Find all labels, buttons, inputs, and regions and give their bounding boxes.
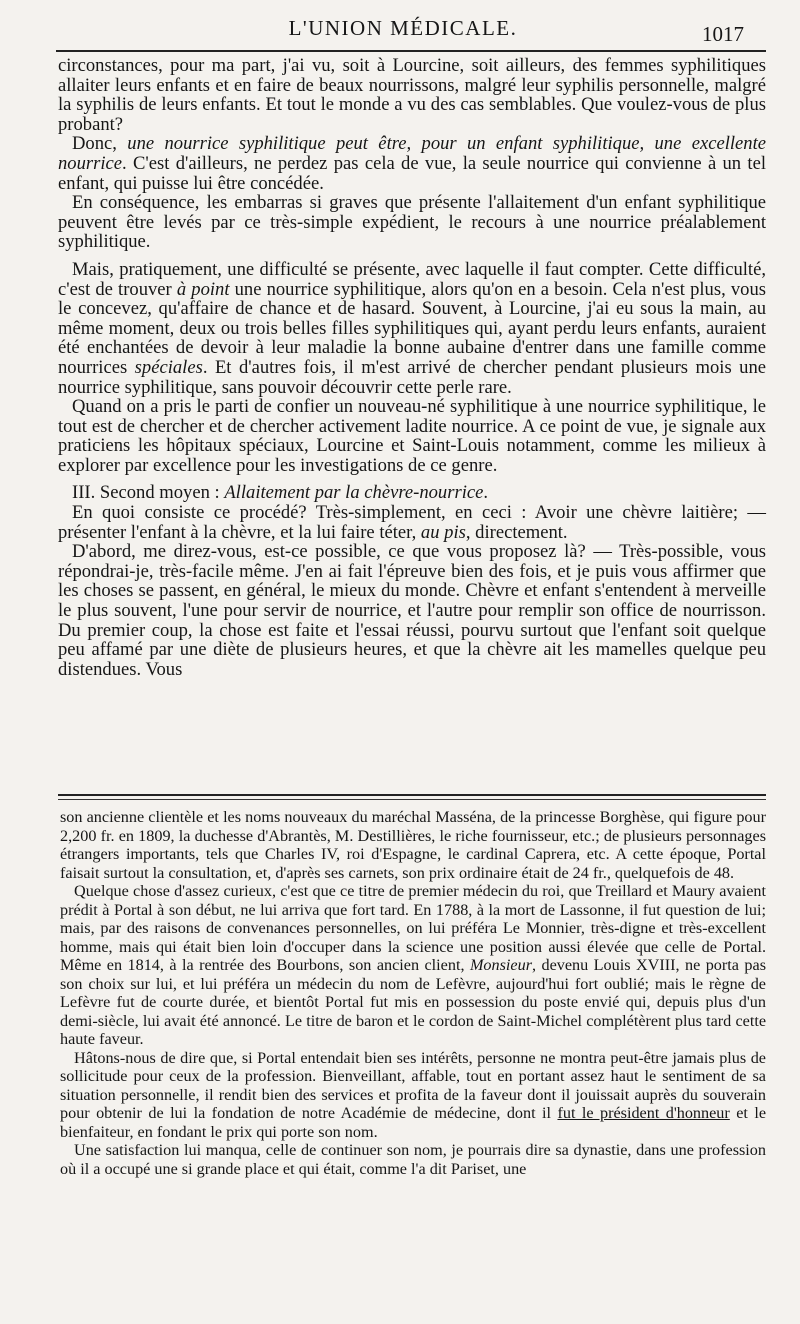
main-text — [58, 56, 766, 679]
footnote-paragraph — [60, 1049, 766, 1142]
footnote-paragraph — [60, 808, 766, 882]
paragraph — [58, 503, 766, 542]
text-run: Une satisfaction lui manqua, celle de continuer son nom, je pourrais dire sa dynastie, dans une profession où il a occupé une si grande place et qui était, comme l'a dit Pariset, une — [60, 1141, 766, 1178]
text-run: , devenu Louis XVIII, ne porta pas son choix sur lui, et lui préféra un médecin du nom de Lefèvre, aujourd'hui fort oublié; mais le règne de Lefèvre fut de courte durée, et bientôt Portal fut mis en possession du poste envié qui, depuis plus d'un demi-siècle, lui avait été annoncé. Le titre de baron et le cordon de Saint-Michel complétèrent plus tard cette haute faveur. — [60, 956, 766, 1048]
text-run: Hâtons-nous de dire que, si Portal entendait bien ses intérêts, personne ne montra peut-être jamais plus de sollicitude pour ceux de la profession. Bienveillant, affable, tout en portant assez haut le sentiment de sa situation personnelle, il rendit bien des services et profita de la faveur dont il jouissait auprès du souverain pour obtenir de lui la fondation de notre Académie de médecine, dont il — [60, 1048, 766, 1122]
text-run: Quelque chose d'assez curieux, c'est que ce titre de premier médecin du roi, que Treillard et Maury avaient prédit à Portal à son début, ne lui arriva que fort tard. En 1788, à la mort de Lassonne, il fut question de lui; mais, par des raisons de convenances personnelles, on lui préféra Le Monnier, très-digne et très-excellent homme, mais qui était bien loin d'occuper dans la science une position aussi élevée que celle de Portal. Même en 1814, à la rentrée des Bourbons, son ancien client, — [60, 882, 766, 974]
page-header — [56, 10, 750, 50]
italic-run: Allaitement par la chèvre-nourrice — [224, 482, 484, 504]
page-number: 1017 — [702, 22, 744, 46]
footnote-rule-thin — [58, 799, 766, 800]
footnote-rule — [58, 794, 766, 796]
text-run: . — [483, 482, 489, 504]
italic-run: une nourrice syphilitique peut être, pour un enfant syphilitique, une excellente nourrice — [58, 133, 767, 174]
header-rule — [56, 50, 766, 52]
text-run: En conséquence, les embarras si graves que présente l'allaitement d'un enfant syphilitique peuvent être levés par ce très-simple expédient, le recours à une nourrice préalablement syphilitique. — [58, 192, 766, 253]
text-run: Quand on a pris le parti de confier un nouveau-né syphilitique à une nourrice syphilitique, le tout est de chercher et de chercher activement ladite nourrice. A ce point de vue, je signale aux praticiens les hôpitaux spéciaux, Lourcine et Saint-Louis notamment, comme les milieux à explorer par excellence pour les investigations de ce genre. — [58, 396, 766, 476]
text-run: son ancienne clientèle et les noms nouveaux du maréchal Masséna, de la princesse Borghèse, qui figure pour 2,200 fr. en 1809, la duchesse d'Abrantès, M. Destillières, le riche fournisseur, etc.; de plusieurs personnages étrangers importants, tels que Charles IV, roi d'Espagne, le cardinal Caprera, etc. A cette époque, Portal faisait surtout la consultation, et, d'après ses carnets, son prix ordinaire était de 24 fr., quelquefois de 48. — [60, 808, 766, 882]
text-run: Donc, — [72, 133, 128, 155]
paragraph — [58, 56, 766, 134]
underlined-run: fut le président d'honneur — [557, 1104, 730, 1122]
italic-run: spéciales — [134, 356, 203, 378]
running-head: L'UNION MÉDICALE. — [288, 16, 518, 40]
text-run: une nourrice syphilitique, alors qu'on en a besoin. Cela n'est plus, vous le concevez, qu'affaire de chance et de hasard. Souvent, à Lourcine, j'ai eu sous la main, au même moment, deux ou trois belles filles syphilitiques qui, ayant perdu leurs enfants, auraient été enchantées de devoir à leur maladie la bonne aubaine d'entrer dans une famille comme nourrices — [58, 278, 766, 378]
footnote-paragraph — [60, 882, 766, 1049]
text-run: . Et d'autres fois, il m'est arrivé de chercher pendant plusieurs mois une nourrice syphilitique, sans pouvoir découvrir cette perle rare. — [58, 356, 766, 398]
paragraph — [58, 193, 766, 252]
paragraph — [58, 542, 766, 679]
italic-run: Monsieur — [469, 956, 532, 974]
italic-run: à point — [176, 278, 230, 300]
footnote-paragraph — [60, 1141, 766, 1178]
text-run: En quoi consiste ce procédé? Très-simplement, en ceci : Avoir une chèvre laitière; — présenter l'enfant à la chèvre, et la lui faire téter, — [58, 502, 766, 543]
paragraph — [58, 260, 766, 397]
paragraph — [58, 134, 766, 193]
text-run: circonstances, pour ma part, j'ai vu, soit à Lourcine, soit ailleurs, des femmes syphilitiques allaiter leurs enfants et en faire de beaux nourrissons, malgré leur syphilis personnelle, malgré la syphilis de leurs enfants. Et tout le monde a vu des cas semblables. Que voulez-vous de plus probant? — [58, 55, 766, 135]
text-run: III. Second moyen : — [72, 482, 225, 504]
paragraph — [58, 397, 766, 475]
footnotes — [60, 808, 766, 1178]
text-run: et le bienfaiteur, en fondant le prix qui porte son nom. — [60, 1104, 767, 1141]
text-run: Mais, pratiquement, une difficulté se présente, avec laquelle il faut compter. Cette difficulté, c'est de trouver — [58, 258, 766, 300]
italic-run: au pis — [420, 521, 466, 543]
text-run: . C'est d'ailleurs, ne perdez pas cela de vue, la seule nourrice qui convienne à un tel enfant, qui puisse lui être concédée. — [58, 152, 766, 194]
text-run: D'abord, me direz-vous, est-ce possible, ce que vous proposez là? — Très-possible, vous répondrai-je, très-facile même. J'en ai fait l'épreuve bien des fois, et je puis vous affirmer que les choses se passent, en général, le mieux du monde. Chèvre et enfant s'entendent à merveille le plus souvent, l'une pour servir de nourrice, et l'autre pour remplir son office de nourrisson. Du premier coup, la chose est faite et l'essai réussi, pourvu surtout que l'enfant soit quelque peu affamé par une diète de plusieurs heures, et que la chèvre ait les mamelles quelque peu distendues. Vous — [58, 541, 766, 680]
text-run: , directement. — [465, 521, 568, 543]
section-heading — [58, 483, 766, 503]
